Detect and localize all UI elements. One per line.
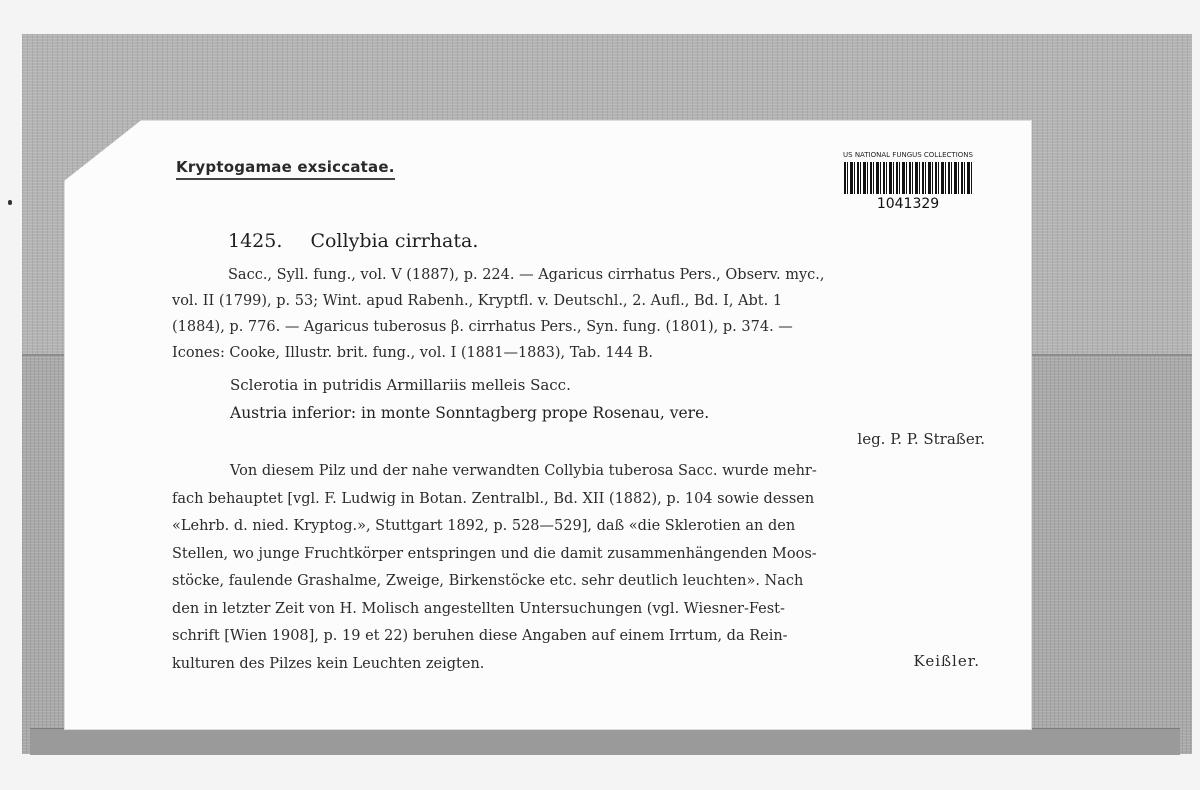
sclerotia-line: Sclerotia in putridis Armillariis melleis Sacc. — [230, 376, 571, 394]
note-line: den in letzter Zeit von H. Molisch angestellten Untersuchungen (vgl. Wiesner-Fest- — [172, 600, 785, 617]
note-line: «Lehrb. d. nied. Kryptog.», Stuttgart 1892, p. 528—529], daß «die Sklerotien an den — [172, 518, 796, 534]
references-block — [172, 262, 1002, 366]
barcode-sticker — [838, 150, 978, 222]
reference-line: vol. II (1799), p. 53; Wint. apud Rabenh., Kryptfl. v. Deutschl., 2. Aufl., Bd. I, Abt. 1 — [172, 293, 783, 309]
locality-line: Austria inferior: in monte Sonntagberg prope Rosenau, vere. — [230, 404, 710, 422]
note-line: schrift [Wien 1908], p. 19 et 22) beruhen diese Angaben auf einem Irrtum, da Rein- — [172, 628, 788, 644]
barcode-caption: US NATIONAL FUNGUS COLLECTIONS — [843, 151, 973, 159]
note-line: Stellen, wo junge Fruchtkörper entspringen und die damit zusammenhängenden Moos- — [172, 545, 817, 562]
note-line: stöcke, faulende Grashalme, Zweige, Birkenstöcke etc. sehr deutlich leuchten». Nach — [172, 573, 804, 589]
reference-line: (1884), p. 776. — Agaricus tuberosus β. cirrhatus Pers., Syn. fung. (1801), p. 374. — — [172, 319, 793, 335]
specimen-number: 1425. — [228, 230, 283, 252]
collector-line: leg. P. P. Straßer. — [857, 430, 985, 448]
barcode-number: 1041329 — [876, 196, 940, 212]
note-block — [172, 458, 1002, 678]
paper-speck — [8, 200, 12, 205]
specimen-name: Collybia cirrhata. — [310, 230, 479, 252]
note-author: Keißler. — [913, 652, 980, 670]
series-title: Kryptogamae exsiccatae. — [176, 158, 395, 180]
packet-bottom-edge — [30, 728, 1180, 755]
reference-line: Sacc., Syll. fung., vol. V (1887), p. 224. — Agaricus cirrhatus Pers., Observ. myc., — [228, 267, 825, 283]
reference-line: Icones: Cooke, Illustr. brit. fung., vol. I (1881—1883), Tab. 144 B. — [172, 345, 653, 361]
note-line: kulturen des Pilzes kein Leuchten zeigten. — [172, 655, 485, 672]
specimen-heading — [228, 230, 478, 252]
note-line: Von diesem Pilz und der nahe verwandten Collybia tuberosa Sacc. wurde mehr- — [230, 463, 817, 479]
barcode-bars — [844, 162, 972, 194]
note-line: fach behauptet [vgl. F. Ludwig in Botan. Zentralbl., Bd. XII (1882), p. 104 sowie dessen — [172, 490, 815, 507]
